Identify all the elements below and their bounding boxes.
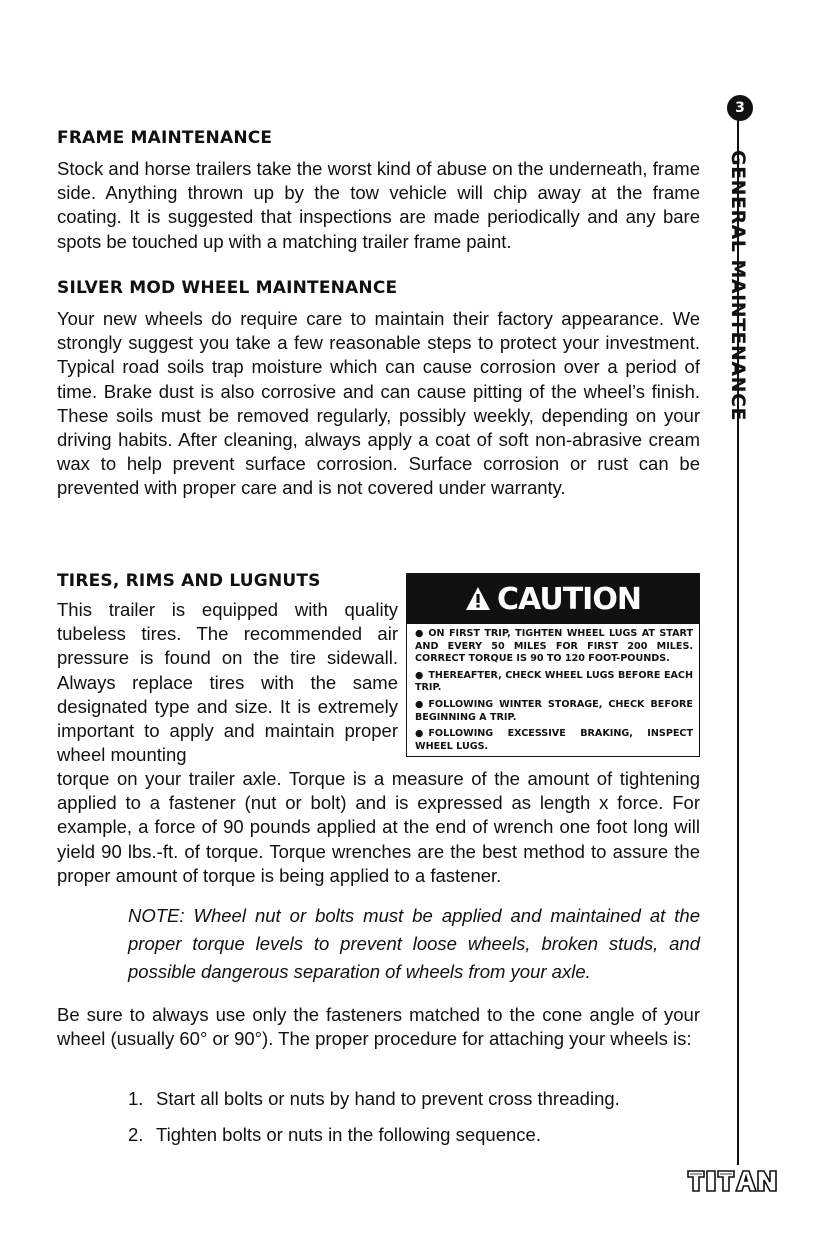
- caution-header: [407, 574, 699, 624]
- wheel-maintenance-text: Your new wheels do require care to maintain their factory appearance. We strongly suggest you take a few reasonable steps to protect your investment. Typical road soils trap moisture which can cause corrosion over a period of time. Brake dust is also corrosive and can cause pitting of the wheel’s finish. These soils must be removed regularly, possibly weekly, depending on your driving habits. After cleaning, always apply a coat of soft non-abrasive cream wax to help prevent surface corrosion. Surface corrosion or rust can be prevented with proper care and is not covered under warranty.: [57, 308, 700, 499]
- chapter-number-badge: 3: [727, 95, 753, 121]
- procedure-step-1: 1. Start all bolts or nuts by hand to prevent cross threading.: [128, 1088, 620, 1109]
- fasteners-text: Be sure to always use only the fasteners matched to the cone angle of your wheel (usually 60° or 90°). The proper procedure for attaching your wheels is:: [57, 1004, 700, 1050]
- caution-item: ● THEREAFTER, CHECK WHEEL LUGS BEFORE EACH TRIP.: [415, 669, 693, 694]
- warning-triangle-icon: [465, 586, 491, 612]
- caution-title: CAUTION: [497, 581, 641, 617]
- caution-item: ● FOLLOWING EXCESSIVE BRAKING, INSPECT WHEEL LUGS.: [415, 728, 693, 752]
- procedure-step-2: 2. Tighten bolts or nuts in the following sequence.: [128, 1124, 541, 1145]
- frame-maintenance-heading: FRAME MAINTENANCE: [57, 128, 273, 148]
- tires-heading: TIRES, RIMS AND LUGNUTS: [57, 571, 321, 591]
- frame-maintenance-text: Stock and horse trailers take the worst kind of abuse on the underneath, frame side. Anything thrown up by the tow vehicle will chip away at the frame coating. It is suggested that inspections are made periodically and any bare spots be touched up with a matching trailer frame paint.: [57, 158, 700, 252]
- caution-item: ● ON FIRST TRIP, TIGHTEN WHEEL LUGS AT START AND EVERY 50 MILES FOR FIRST 200 MILES. CORRECT TORQUE IS 90 TO 120 FOOT-POUNDS.: [415, 628, 693, 665]
- caution-box: [406, 573, 700, 757]
- caution-item: ● FOLLOWING WINTER STORAGE, CHECK BEFORE BEGINNING A TRIP.: [415, 698, 693, 723]
- caution-list: [407, 624, 699, 753]
- titan-logo: [686, 1168, 778, 1194]
- chapter-tab-label: GENERAL MAINTENANCE: [727, 150, 749, 421]
- tires-text-part1: This trailer is equipped with quality tubeless tires. The recommended air pressure is found on the tire sidewall. Always replace tires with the same designated type and size. It is extremely important to apply and maintain proper wheel mounting: [57, 599, 398, 766]
- wheel-maintenance-heading: SILVER MOD WHEEL MAINTENANCE: [57, 278, 398, 298]
- tires-text-part2: torque on your trailer axle. Torque is a measure of the amount of tightening applied to a fastener (nut or bolt) and is expressed as length x force. For example, a force of 90 pounds applied at the end of wrench one foot long will yield 90 lbs.-ft. of torque. Torque wrenches are the best method to assure the proper amount of torque is being applied to a fastener.: [57, 768, 700, 886]
- torque-note: NOTE: Wheel nut or bolts must be applied and maintained at the proper torque levels to prevent loose wheels, broken studs, and possible dangerous separation of wheels from your axle.: [128, 905, 700, 982]
